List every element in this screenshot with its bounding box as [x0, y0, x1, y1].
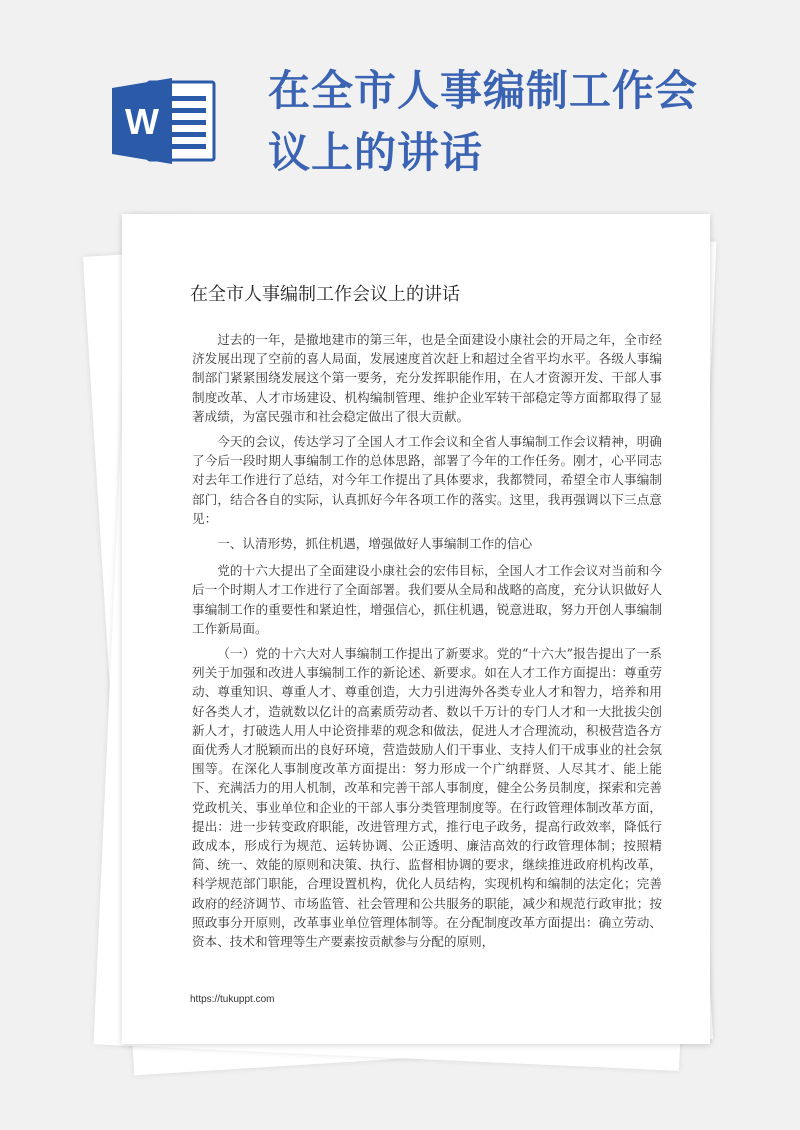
section-heading: 一、认清形势，抓住机遇，增强做好人事编制工作的信心 [217, 536, 533, 552]
header [0, 0, 800, 200]
document-title: 在全市人事编制工作会议上的讲话 [190, 284, 460, 305]
svg-text:W: W [125, 101, 159, 142]
footer-url: https://tukuppt.com [190, 994, 275, 1005]
document-body [192, 330, 662, 957]
paragraph: （一）党的十六大对人事编制工作提出了新要求。党的“十六大”报告提出了一系列关于加强和改进人事编制工作的新论述、新要求。如在人才工作方面提出：尊重劳动、尊重知识、尊重人才、尊重创造，大力引进海外各类专业人才和智力，培养和用好各类人才，造就数以亿计的高素质劳动者、数以千万计的专门人才和一大批拔尖创新人才，打破选人用人中论资排辈的观念和做法，促进人才合理流动，积极营造各方面优秀人才脱颖而出的良好环境，营造鼓励人们干事业、支持人们干成事业的社会氛围等。在深化人事制度改革方面提出：努力形成一个广纳群贤、人尽其才、能上能下、充满活力的用人机制，改革和完善干部人事制度，健全公务员制度，探索和完善党政机关、事业单位和企业的干部人事分类管理制度等。在行政管理体制改革方面，提出：进一步转变政府职能，改进管理方式，推行电子政务，提高行政效率，降低行政成本，形成行为规范、运转协调、公正透明、廉洁高效的行政管理体制；按照精简、统一、效能的原则和决策、执行、监督相协调的要求，继续推进政府机构改革，科学规范部门职能，合理设置机构，优化人员结构，实现机构和编制的法定化；完善政府的经济调节、市场监管、社会管理和公共服务的职能，减少和规范行政审批；按照政事分开原则，改革事业单位管理体制等。在分配制度改革方面提出：确立劳动、资本、技术和管理等生产要素按贡献参与分配的原则， [192, 646, 662, 950]
banner-title: 在全市人事编制工作会议上的讲话 [268, 66, 699, 177]
paragraph: 过去的一年，是撤地建市的第三年，也是全面建设小康社会的开局之年，全市经济发展出现了空前的喜人局面，发展速度首次赶上和超过全省平均水平。各级人事编制部门紧紧围绕发展这个第一要务，充分发挥职能作用，在人才资源开发、干部人事制度改革、人才市场建设、机构编制管理、维护企业军转干部稳定等方面都取得了显著成绩，为富民强市和社会稳定做出了很大贡献。 [192, 332, 662, 424]
paragraph: 党的十六大提出了全面建设小康社会的宏伟目标，全国人才工作会议对当前和今后一个时期人才工作进行了全面部署。我们要从全局和战略的高度，充分认识做好人事编制工作的重要性和紧迫性，增强信心，抓住机遇，锐意进取，努力开创人事编制工作新局面。 [192, 563, 662, 636]
paragraph: 今天的会议，传达学习了全国人才工作会议和全省人事编制工作会议精神，明确了今后一段时期人事编制工作的总体思路，部署了今年的工作任务。刚才，心平同志对去年工作进行了总结，对今年工作提出了具体要求，我都赞同，希望全市人事编制部门，结合各自的实际，认真抓好今年各项工作的落实。这里，我再强调以下三点意见： [192, 434, 662, 526]
word-document-icon [112, 78, 218, 164]
document-page [122, 214, 710, 1044]
